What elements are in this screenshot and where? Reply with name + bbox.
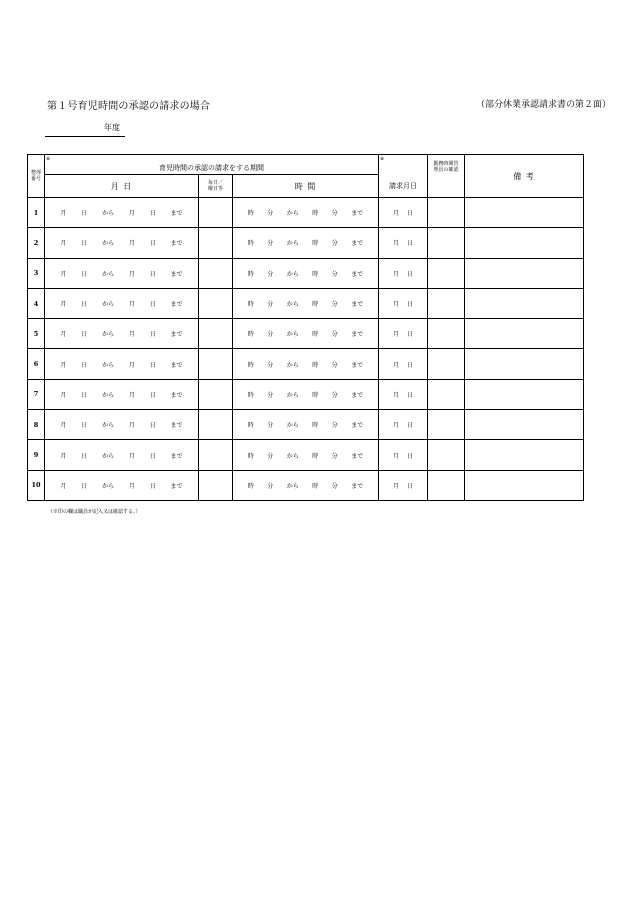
table-row	[28, 440, 584, 470]
date-from-month: 月	[60, 452, 67, 460]
date-to-day: 日	[149, 331, 156, 339]
time-range-cell[interactable]	[233, 410, 379, 440]
time-from: から	[286, 422, 299, 430]
row-number: 3	[28, 258, 45, 288]
request-day: 日	[407, 361, 414, 369]
time-to-hour: 時	[312, 331, 319, 339]
date-range	[45, 481, 198, 490]
request-day: 日	[407, 452, 414, 460]
confirm-cell[interactable]	[428, 440, 465, 470]
date-to-day: 日	[149, 422, 156, 430]
time-range	[233, 238, 378, 247]
year-label: 年度	[104, 123, 120, 132]
request-date-header	[379, 155, 428, 198]
date-range-cell[interactable]	[45, 379, 199, 409]
request-month: 月	[393, 422, 400, 430]
row-number: 9	[28, 440, 45, 470]
request-date-cell[interactable]	[379, 258, 428, 288]
month-day-header: 月 日	[45, 175, 199, 198]
time-range-cell[interactable]	[233, 258, 379, 288]
time-to-minute: 分	[331, 422, 338, 430]
time-from-minute: 分	[267, 422, 274, 430]
time-to-hour: 時	[312, 270, 319, 278]
date-range-cell[interactable]	[45, 319, 199, 349]
date-range	[45, 269, 198, 278]
time-to: まで	[351, 391, 364, 399]
date-from-day: 日	[81, 452, 88, 460]
confirm-cell[interactable]	[428, 379, 465, 409]
time-from-hour: 時	[247, 482, 254, 490]
page-subtitle: （部分休業承認請求書の第２面）	[475, 100, 611, 110]
confirm-cell[interactable]	[428, 228, 465, 258]
request-date-cell[interactable]	[379, 440, 428, 470]
daily-cell[interactable]	[199, 288, 233, 318]
date-from-month: 月	[60, 331, 67, 339]
date-range	[45, 238, 198, 247]
date-to: まで	[170, 482, 183, 490]
time-to-hour: 時	[312, 391, 319, 399]
request-date	[379, 208, 427, 217]
date-from-day: 日	[81, 482, 88, 490]
time-from-hour: 時	[247, 270, 254, 278]
time-range-cell[interactable]	[233, 379, 379, 409]
request-date-cell[interactable]	[379, 228, 428, 258]
date-to-month: 月	[128, 361, 135, 369]
date-from: から	[102, 331, 115, 339]
row-number: 10	[28, 470, 45, 500]
date-to: まで	[170, 240, 183, 248]
remarks-cell[interactable]	[465, 410, 584, 440]
row-number: 6	[28, 349, 45, 379]
time-from-minute: 分	[267, 210, 274, 218]
daily-cell[interactable]	[199, 379, 233, 409]
date-from-month: 月	[60, 361, 67, 369]
time-range-cell[interactable]	[233, 288, 379, 318]
date-from-day: 日	[81, 391, 88, 399]
request-month: 月	[393, 391, 400, 399]
date-range-cell[interactable]	[45, 470, 199, 500]
time-to-hour: 時	[312, 210, 319, 218]
time-to-hour: 時	[312, 452, 319, 460]
date-from-month: 月	[60, 240, 67, 248]
date-from: から	[102, 482, 115, 490]
request-day: 日	[407, 210, 414, 218]
request-month: 月	[393, 210, 400, 218]
date-from: から	[102, 361, 115, 369]
remarks-header: 備 考	[465, 155, 584, 198]
request-date-label: 請求月日	[389, 181, 418, 190]
period-mark: ※	[46, 156, 51, 162]
table-row	[28, 410, 584, 440]
date-from: から	[102, 391, 115, 399]
date-to-day: 日	[149, 361, 156, 369]
time-range-cell[interactable]	[233, 440, 379, 470]
date-range-cell[interactable]	[45, 440, 199, 470]
remarks-cell[interactable]	[465, 319, 584, 349]
request-date-cell[interactable]	[379, 470, 428, 500]
remarks-cell[interactable]	[465, 379, 584, 409]
time-range-cell[interactable]	[233, 319, 379, 349]
date-to-month: 月	[128, 301, 135, 309]
confirm-cell[interactable]	[428, 319, 465, 349]
time-range	[233, 481, 378, 490]
time-to-minute: 分	[331, 301, 338, 309]
daily-cell[interactable]	[199, 228, 233, 258]
daily-header: 毎日／ 曜日等	[199, 175, 233, 198]
date-range	[45, 299, 198, 308]
row-number: 7	[28, 379, 45, 409]
remarks-cell[interactable]	[465, 228, 584, 258]
date-from-day: 日	[81, 422, 88, 430]
daily-cell[interactable]	[199, 198, 233, 228]
date-range	[45, 208, 198, 217]
remarks-cell[interactable]	[465, 440, 584, 470]
table-row	[28, 288, 584, 318]
time-from: から	[286, 482, 299, 490]
time-from: から	[286, 210, 299, 218]
time-from-hour: 時	[247, 301, 254, 309]
date-to: まで	[170, 361, 183, 369]
date-from-day: 日	[81, 210, 88, 218]
date-to-month: 月	[128, 270, 135, 278]
date-to-day: 日	[149, 270, 156, 278]
date-from-month: 月	[60, 210, 67, 218]
time-to: まで	[351, 331, 364, 339]
date-from-month: 月	[60, 301, 67, 309]
request-date-cell[interactable]	[379, 410, 428, 440]
time-from-minute: 分	[267, 301, 274, 309]
year-input-line[interactable]	[45, 136, 125, 137]
request-date	[379, 451, 427, 460]
date-from: から	[102, 240, 115, 248]
confirm-cell[interactable]	[428, 258, 465, 288]
request-date	[379, 299, 427, 308]
date-range-cell[interactable]	[45, 410, 199, 440]
date-to: まで	[170, 270, 183, 278]
date-to: まで	[170, 301, 183, 309]
date-to-month: 月	[128, 452, 135, 460]
table-row	[28, 228, 584, 258]
request-day: 日	[407, 482, 414, 490]
date-range-cell[interactable]	[45, 349, 199, 379]
request-date	[379, 238, 427, 247]
date-from-month: 月	[60, 422, 67, 430]
request-day: 日	[407, 331, 414, 339]
page-title: 第１号育児時間の承認の請求の場合	[47, 101, 211, 112]
period-header	[45, 155, 379, 175]
date-from: から	[102, 452, 115, 460]
date-to-month: 月	[128, 482, 135, 490]
request-day: 日	[407, 240, 414, 248]
request-date	[379, 269, 427, 278]
time-to-minute: 分	[331, 391, 338, 399]
daily-cell[interactable]	[199, 410, 233, 440]
date-to: まで	[170, 391, 183, 399]
request-month: 月	[393, 482, 400, 490]
time-to: まで	[351, 361, 364, 369]
daily-cell[interactable]	[199, 319, 233, 349]
date-from: から	[102, 270, 115, 278]
date-to: まで	[170, 331, 183, 339]
date-from: から	[102, 301, 115, 309]
time-range	[233, 360, 378, 369]
header-row-1	[28, 155, 584, 175]
request-date-cell[interactable]	[379, 349, 428, 379]
date-from-day: 日	[81, 361, 88, 369]
time-from: から	[286, 452, 299, 460]
time-from-minute: 分	[267, 391, 274, 399]
time-to: まで	[351, 301, 364, 309]
serial-header: 整理 番号	[28, 155, 45, 198]
table-row	[28, 470, 584, 500]
confirm-cell[interactable]	[428, 410, 465, 440]
time-to: まで	[351, 452, 364, 460]
table-body	[28, 198, 584, 501]
time-from: から	[286, 270, 299, 278]
table-row	[28, 198, 584, 228]
remarks-cell[interactable]	[465, 258, 584, 288]
daily-cell[interactable]	[199, 470, 233, 500]
request-month: 月	[393, 361, 400, 369]
time-to: まで	[351, 482, 364, 490]
table-row	[28, 319, 584, 349]
footnote: （※印の欄は職員が記入又は確認する。）	[48, 509, 141, 515]
time-from-hour: 時	[247, 452, 254, 460]
time-to-minute: 分	[331, 240, 338, 248]
date-to-month: 月	[128, 210, 135, 218]
request-date-cell[interactable]	[379, 319, 428, 349]
remarks-cell[interactable]	[465, 288, 584, 318]
table-row	[28, 349, 584, 379]
request-month: 月	[393, 240, 400, 248]
date-range	[45, 420, 198, 429]
date-range-cell[interactable]	[45, 258, 199, 288]
time-to-minute: 分	[331, 452, 338, 460]
time-header: 時 間	[233, 175, 379, 198]
time-from: から	[286, 331, 299, 339]
time-range	[233, 451, 378, 460]
time-from-hour: 時	[247, 361, 254, 369]
time-from-minute: 分	[267, 331, 274, 339]
date-from-day: 日	[81, 240, 88, 248]
request-table	[27, 154, 584, 501]
date-to-day: 日	[149, 210, 156, 218]
time-from: から	[286, 240, 299, 248]
request-day: 日	[407, 270, 414, 278]
date-range-cell[interactable]	[45, 228, 199, 258]
date-to: まで	[170, 422, 183, 430]
confirm-cell[interactable]	[428, 198, 465, 228]
date-to-day: 日	[149, 482, 156, 490]
table-row	[28, 258, 584, 288]
time-to-hour: 時	[312, 422, 319, 430]
time-range	[233, 208, 378, 217]
date-to-month: 月	[128, 422, 135, 430]
time-range-cell[interactable]	[233, 198, 379, 228]
request-day: 日	[407, 391, 414, 399]
time-from-minute: 分	[267, 240, 274, 248]
time-from-hour: 時	[247, 210, 254, 218]
time-range-cell[interactable]	[233, 228, 379, 258]
request-month: 月	[393, 331, 400, 339]
time-from: から	[286, 391, 299, 399]
date-range-cell[interactable]	[45, 288, 199, 318]
time-to-hour: 時	[312, 482, 319, 490]
time-from-minute: 分	[267, 482, 274, 490]
date-range	[45, 360, 198, 369]
time-to: まで	[351, 240, 364, 248]
date-to-day: 日	[149, 240, 156, 248]
date-from-month: 月	[60, 270, 67, 278]
time-to: まで	[351, 270, 364, 278]
date-to-month: 月	[128, 240, 135, 248]
request-month: 月	[393, 452, 400, 460]
remarks-cell[interactable]	[465, 349, 584, 379]
confirm-cell[interactable]	[428, 349, 465, 379]
time-to-hour: 時	[312, 301, 319, 309]
time-from-minute: 分	[267, 452, 274, 460]
daily-cell[interactable]	[199, 440, 233, 470]
time-from-hour: 時	[247, 422, 254, 430]
time-range	[233, 299, 378, 308]
time-from-hour: 時	[247, 331, 254, 339]
time-to: まで	[351, 422, 364, 430]
time-range	[233, 420, 378, 429]
time-range-cell[interactable]	[233, 349, 379, 379]
date-range-cell[interactable]	[45, 198, 199, 228]
request-date-cell[interactable]	[379, 198, 428, 228]
confirm-header: 勤務時間管 理員の確認	[428, 155, 465, 198]
confirm-cell[interactable]	[428, 470, 465, 500]
request-date	[379, 329, 427, 338]
request-date	[379, 360, 427, 369]
date-from-day: 日	[81, 301, 88, 309]
date-to-day: 日	[149, 452, 156, 460]
request-date	[379, 420, 427, 429]
row-number: 1	[28, 198, 45, 228]
date-to-month: 月	[128, 391, 135, 399]
daily-cell[interactable]	[199, 349, 233, 379]
time-from-minute: 分	[267, 361, 274, 369]
row-number: 8	[28, 410, 45, 440]
date-to-day: 日	[149, 301, 156, 309]
time-to-hour: 時	[312, 361, 319, 369]
time-to-minute: 分	[331, 361, 338, 369]
date-from-day: 日	[81, 270, 88, 278]
date-range	[45, 329, 198, 338]
time-to-minute: 分	[331, 331, 338, 339]
time-to-minute: 分	[331, 270, 338, 278]
request-date	[379, 390, 427, 399]
time-to-minute: 分	[331, 210, 338, 218]
daily-cell[interactable]	[199, 258, 233, 288]
request-month: 月	[393, 301, 400, 309]
time-from-hour: 時	[247, 240, 254, 248]
request-date-cell[interactable]	[379, 379, 428, 409]
request-date-cell[interactable]	[379, 288, 428, 318]
time-from-minute: 分	[267, 270, 274, 278]
date-from: から	[102, 422, 115, 430]
time-range	[233, 269, 378, 278]
time-to-hour: 時	[312, 240, 319, 248]
date-to-day: 日	[149, 391, 156, 399]
request-date	[379, 481, 427, 490]
date-from-month: 月	[60, 482, 67, 490]
time-range-cell[interactable]	[233, 470, 379, 500]
time-to: まで	[351, 210, 364, 218]
request-date-mark: ※	[380, 156, 385, 162]
date-from-month: 月	[60, 391, 67, 399]
table-row	[28, 379, 584, 409]
row-number: 4	[28, 288, 45, 318]
time-range	[233, 390, 378, 399]
time-from-hour: 時	[247, 391, 254, 399]
request-day: 日	[407, 422, 414, 430]
date-from-day: 日	[81, 331, 88, 339]
date-from: から	[102, 210, 115, 218]
row-number: 2	[28, 228, 45, 258]
row-number: 5	[28, 319, 45, 349]
date-to: まで	[170, 452, 183, 460]
request-day: 日	[407, 301, 414, 309]
date-range	[45, 390, 198, 399]
period-header-label: 育児時間の承認の請求をする期間	[159, 164, 264, 172]
confirm-cell[interactable]	[428, 288, 465, 318]
time-from: から	[286, 301, 299, 309]
time-range	[233, 329, 378, 338]
date-range	[45, 451, 198, 460]
time-to-minute: 分	[331, 482, 338, 490]
remarks-cell[interactable]	[465, 470, 584, 500]
remarks-cell[interactable]	[465, 198, 584, 228]
date-to-month: 月	[128, 331, 135, 339]
request-month: 月	[393, 270, 400, 278]
time-from: から	[286, 361, 299, 369]
date-to: まで	[170, 210, 183, 218]
